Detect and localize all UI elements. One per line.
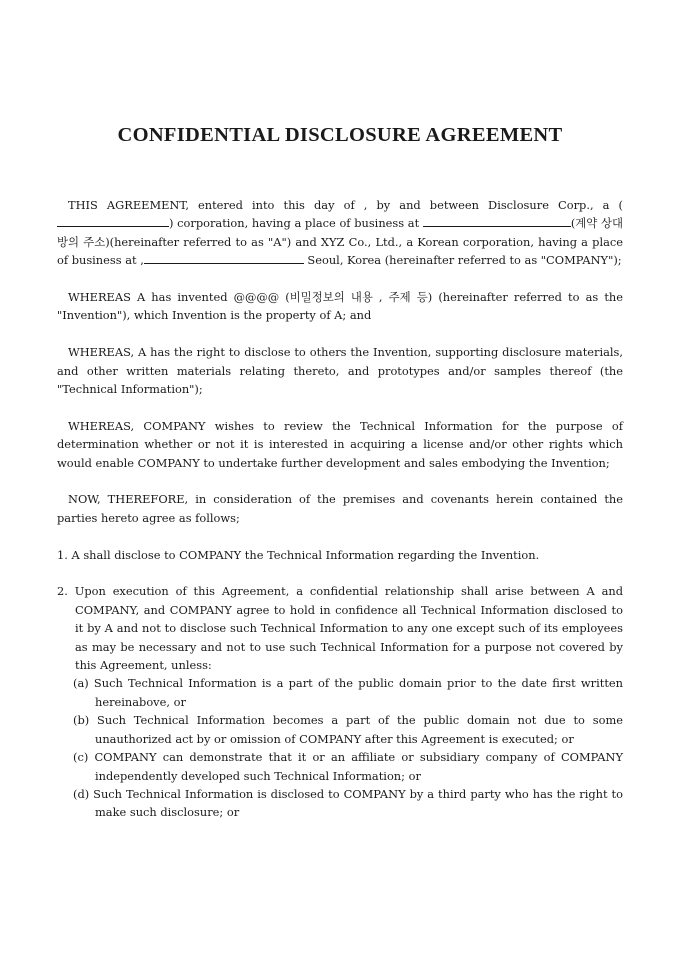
blank-line-country [57, 215, 169, 227]
sub-item-c: (c) COMPANY can demonstrate that it or an affiliate or subsidiary company of COMPANY independently developed such Technical Information; or [73, 750, 623, 783]
whereas-paragraph-1: WHEREAS A has invented @@@@ (비밀정보의 내용 , 주제 등) (hereinafter referred to as the "Invention"), which Invention is the property of A; and [57, 290, 623, 323]
clause-2: 2. Upon execution of this Agreement, a confidential relationship shall arise between A and COMPANY, and COMPANY agree to hold in confidence all Technical Information disclosed to it by A and not to disclose such Technical Information to any one except such of its employees as may be necessary and not to use such Technical Information for a purpose not covered by this Agreement, unless: [57, 584, 623, 673]
now-therefore-paragraph: NOW, THEREFORE, in consideration of the premises and covenants herein contained the parties hereto agree as follows; [57, 492, 623, 525]
sub-item-a: (a) Such Technical Information is a part of the public domain prior to the date first written hereinabove, or [73, 676, 623, 709]
document-title: CONFIDENTIAL DISCLOSURE AGREEMENT [117, 124, 563, 146]
clause-1: 1. A shall disclose to COMPANY the Technical Information regarding the Invention. [57, 547, 540, 562]
clause-2-sub-items [57, 674, 623, 821]
preamble-text-3: (계약 상대방의 주소)(hereinafter referred to as "A") and XYZ Co., Ltd., a Korean corporation, having a place of business at , [57, 216, 623, 268]
preamble-text-2: ) corporation, having a place of business at [169, 216, 423, 231]
preamble-text-4: Seoul, Korea (hereinafter referred to as "COMPANY"); [303, 253, 622, 268]
whereas-paragraph-2: WHEREAS, A has the right to disclose to others the Invention, supporting disclosure materials, and other written materials relating thereto, and prototypes and/or samples thereof (the "Technical Information"); [57, 345, 623, 397]
whereas-paragraph-3: WHEREAS, COMPANY wishes to review the Technical Information for the purpose of determination whether or not it is interested in acquiring a license and/or other rights which would enable COMPANY to undertake further development and sales embodying the Invention; [57, 418, 623, 470]
document-body [57, 196, 623, 822]
blank-line-address [423, 215, 571, 227]
sub-item-b: (b) Such Technical Information becomes a part of the public domain not due to some unauthorized act by or omission of COMPANY after this Agreement is executed; or [73, 713, 623, 746]
preamble-text-1: THIS AGREEMENT, entered into this day of , by and between Disclosure Corp., a ( [68, 198, 623, 212]
preamble-paragraph [57, 196, 623, 270]
blank-line-company-address [144, 252, 304, 264]
sub-item-d: (d) Such Technical Information is disclosed to COMPANY by a third party who has the right to make such disclosure; or [73, 786, 623, 820]
